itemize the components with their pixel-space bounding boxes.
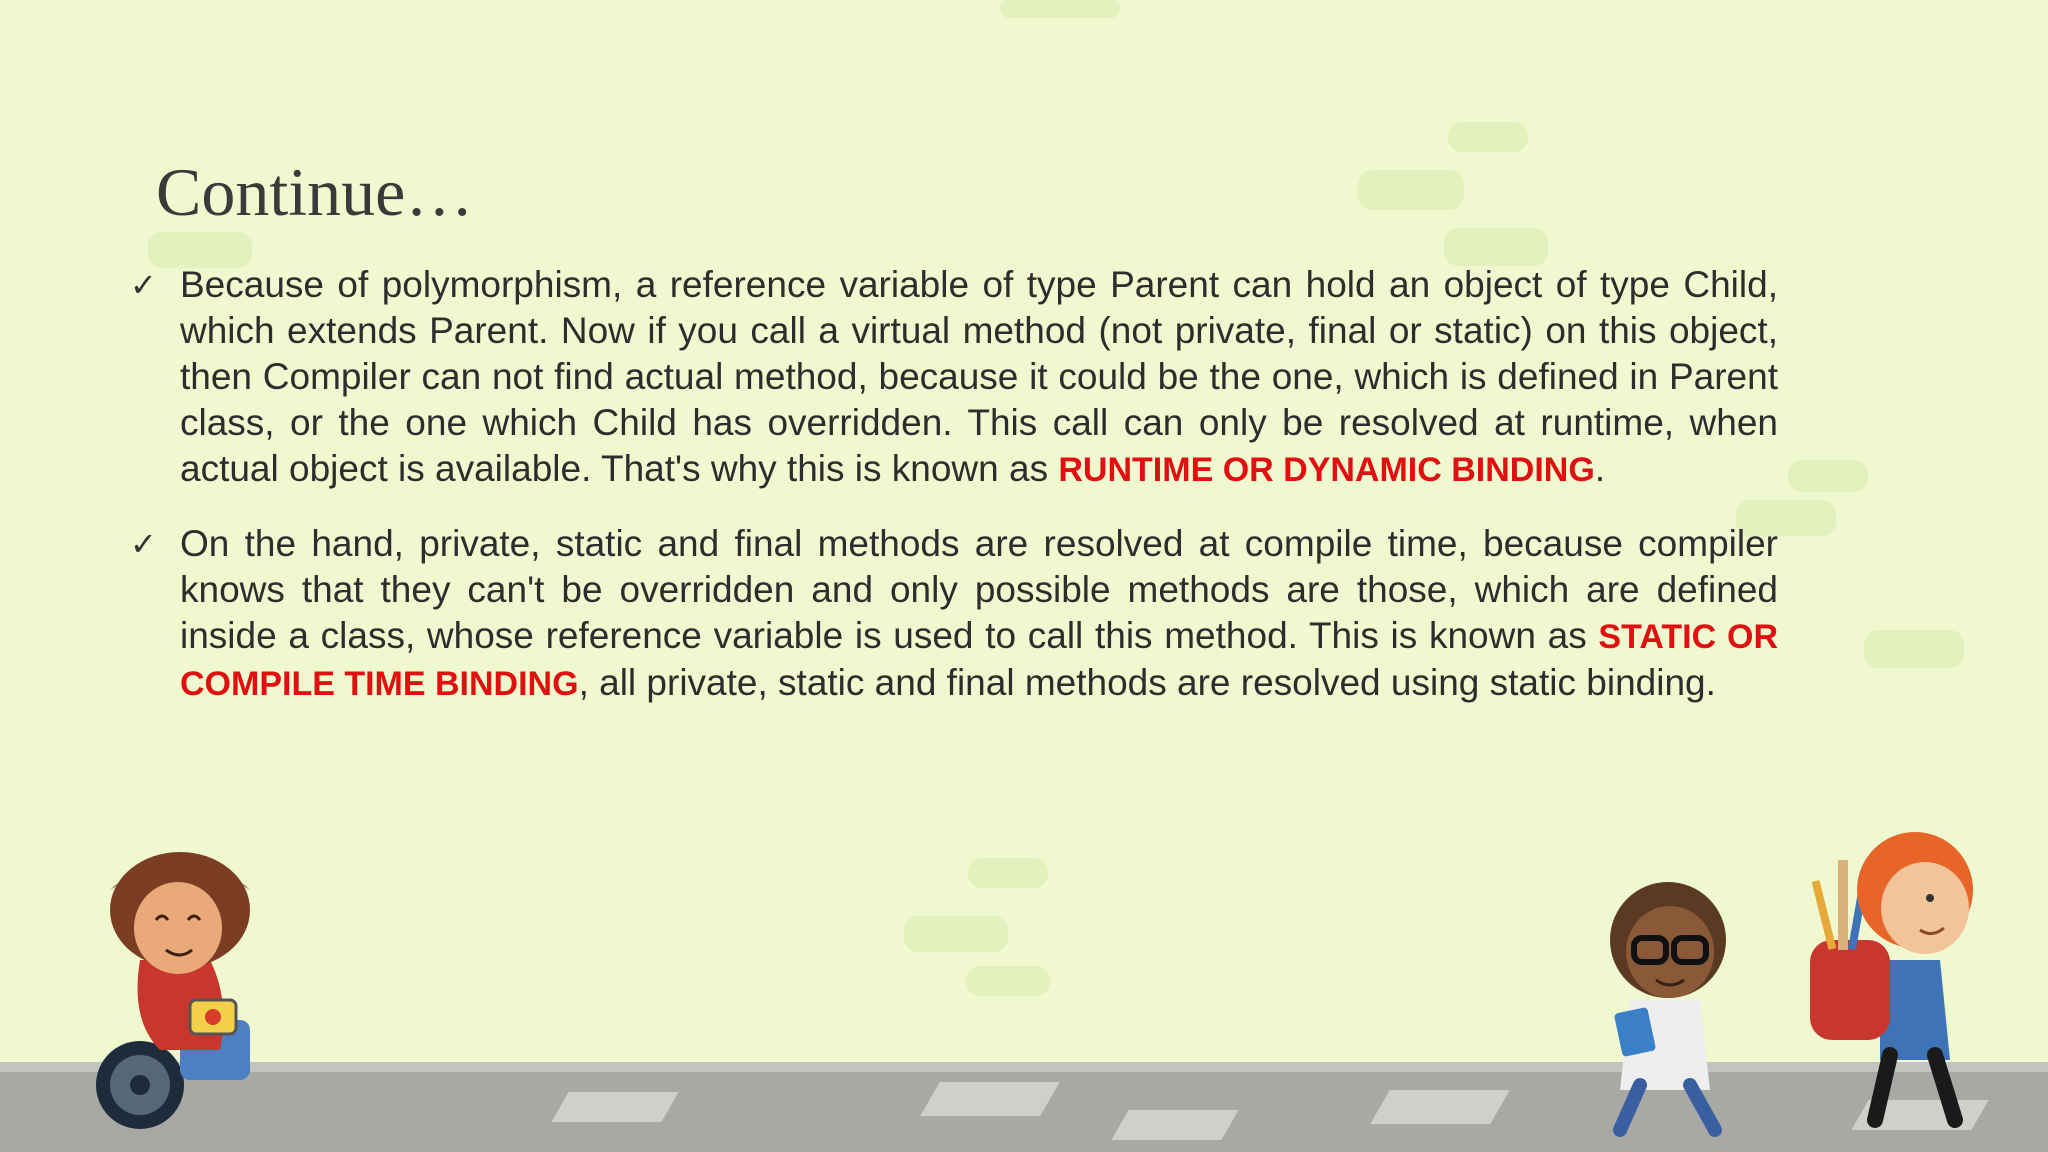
sidewalk-tile bbox=[551, 1092, 678, 1122]
bullet-text-end: . bbox=[1594, 448, 1606, 489]
background-brush-stroke bbox=[1864, 630, 1964, 668]
bullet-text: On the hand, private, static and final methods are resolved at compile time, because compiler knows that they can't be overridden and only possible methods are those, which are defined inside a class, whose reference variable is used to call this method. This is known as bbox=[180, 523, 1778, 656]
girl-wheelchair-illustration bbox=[70, 850, 310, 1140]
boy-backpack-illustration bbox=[1790, 820, 1990, 1130]
bullet-item bbox=[128, 262, 1778, 493]
background-brush-stroke bbox=[904, 916, 1008, 952]
highlighted-term: RUNTIME OR DYNAMIC BINDING bbox=[1058, 451, 1595, 489]
slide-title: Continue… bbox=[156, 154, 474, 230]
highlighted-term: STATIC OR COMPILE TIME BINDING bbox=[180, 618, 1778, 703]
sidewalk-tile bbox=[1370, 1090, 1510, 1124]
sidewalk-tile bbox=[1111, 1110, 1238, 1140]
background-brush-stroke bbox=[1448, 122, 1528, 152]
background-brush-stroke bbox=[1000, 0, 1120, 18]
bullet-text-end: , all private, static and final methods are resolved using static binding. bbox=[578, 662, 1716, 703]
bullet-text: Because of polymorphism, a reference variable of type Parent can hold an object of type Child, which extends Parent. Now if you call a virtual method (not private, final or static) on this object, then Compiler can not find actual method, because it could be the one, which is defined in Parent class, or the one which Child has overridden. This call can only be resolved at runtime, when actual object is available. That's why this is known as bbox=[180, 264, 1778, 489]
background-brush-stroke bbox=[1358, 170, 1464, 210]
background-brush-stroke bbox=[1444, 228, 1548, 266]
sidewalk-tile bbox=[920, 1082, 1060, 1116]
bullet-item bbox=[128, 521, 1778, 707]
background-brush-stroke bbox=[1788, 460, 1868, 492]
background-brush-stroke bbox=[968, 858, 1048, 888]
bullet-list bbox=[128, 262, 1778, 707]
background-brush-stroke bbox=[966, 966, 1050, 996]
checkmark-icon: ✓ bbox=[130, 525, 157, 563]
checkmark-icon: ✓ bbox=[130, 266, 157, 304]
boy-glasses-illustration bbox=[1590, 880, 1770, 1140]
